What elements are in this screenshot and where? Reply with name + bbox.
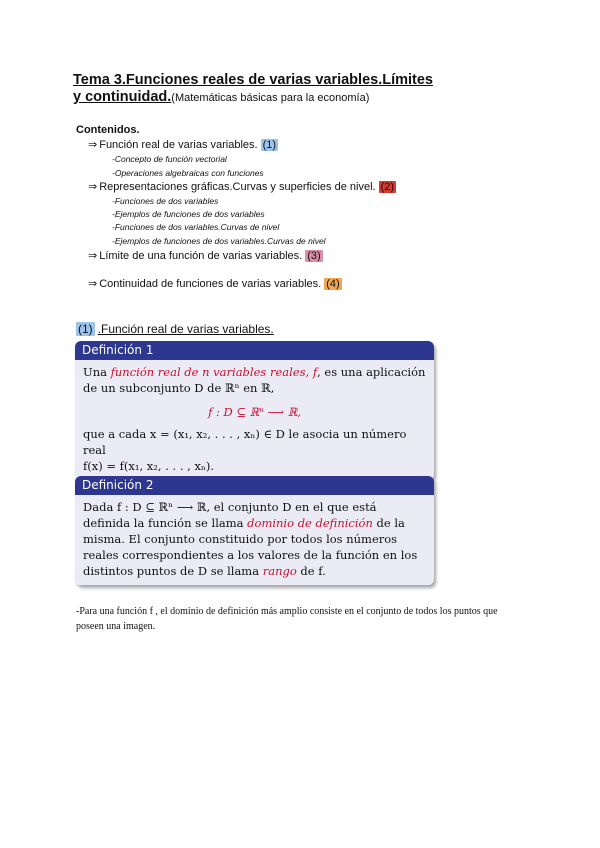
contents-heading: Contenidos. (76, 124, 140, 136)
document-title (73, 72, 433, 107)
definition-2-box (75, 476, 434, 585)
contents-item-2 (88, 180, 396, 193)
badge-2: (2) (380, 181, 395, 193)
text-fragment: Una (83, 365, 111, 379)
definition-1-header: Definición 1 (75, 341, 434, 360)
arrow-icon: ⇒ (88, 139, 98, 151)
definition-1-formula: f : D ⊆ ℝⁿ ⟶ ℝ, (208, 405, 301, 419)
contents-item-1 (88, 138, 278, 151)
section-heading (76, 322, 274, 336)
definition-1-body (75, 360, 434, 480)
section-badge: (1) (78, 322, 93, 336)
contents-item-label: Límite de una función de varias variables. (99, 250, 303, 262)
contents-item-4 (88, 277, 342, 290)
arrow-icon: ⇒ (88, 250, 98, 262)
contents-subitem: -Funciones de dos variables (112, 196, 219, 206)
arrow-icon: ⇒ (88, 181, 98, 193)
contents-subitem: -Ejemplos de funciones de dos variables.Curvas de nivel (112, 236, 326, 246)
title-main: Tema 3.Funciones reales de varias variables.Límites y continuidad. (73, 72, 433, 105)
contents-item-label: Representaciones gráficas.Curvas y superficies de nivel. (99, 181, 376, 193)
section-label: .Función real de varias variables. (97, 322, 274, 336)
badge-3: (3) (307, 250, 321, 262)
contents-subitem: -Concepto de función vectorial (112, 154, 227, 164)
contents-subitem: -Funciones de dos variables.Curvas de nivel (112, 222, 280, 232)
definition-2-body (75, 495, 434, 585)
contents-item-label: Función real de varias variables. (99, 139, 258, 151)
contents-item-3 (88, 249, 323, 262)
definition-1-line2: que a cada x = (x₁, x₂, . . . , xₙ) ∈ D le asocia un número real (83, 427, 407, 457)
text-fragment: de la misma. El conjunto constituido por todos los números reales correspondientes a los valores de la función en los distintos puntos de D se llama (83, 516, 418, 578)
arrow-icon: ⇒ (88, 278, 98, 290)
badge-1: (1) (262, 139, 277, 151)
text-fragment: Dada f : D ⊆ ℝⁿ ⟶ ℝ, el conjunto D en el que está definida la función se llama (83, 500, 377, 530)
domain-note: -Para una función f , el dominio de definición más amplio consiste en el conjunto de todos los puntos que poseen una imagen. (76, 606, 498, 632)
definition-1-line3: f(x) = f(x₁, x₂, . . . , xₙ). (83, 459, 215, 473)
text-fragment: de f. (296, 564, 326, 578)
highlight-term: dominio de definición (247, 516, 373, 530)
text-fragment: , es una aplicación de un subconjunto D de ℝⁿ en ℝ, (83, 365, 426, 395)
highlight-term: función real de n variables reales, f (110, 365, 318, 379)
definition-2-header: Definición 2 (75, 476, 434, 495)
title-subtitle: (Matemáticas básicas para la economía) (171, 92, 370, 104)
contents-item-label: Continuidad de funciones de varias variables. (99, 278, 322, 290)
highlight-term: rango (262, 564, 297, 578)
contents-subitem: -Ejemplos de funciones de dos variables (112, 209, 265, 219)
badge-4: (4) (326, 278, 340, 290)
definition-1-text (83, 364, 426, 396)
contents-subitem: -Operaciones algebraicas con funciones (112, 168, 264, 178)
definition-1-box (75, 341, 434, 480)
